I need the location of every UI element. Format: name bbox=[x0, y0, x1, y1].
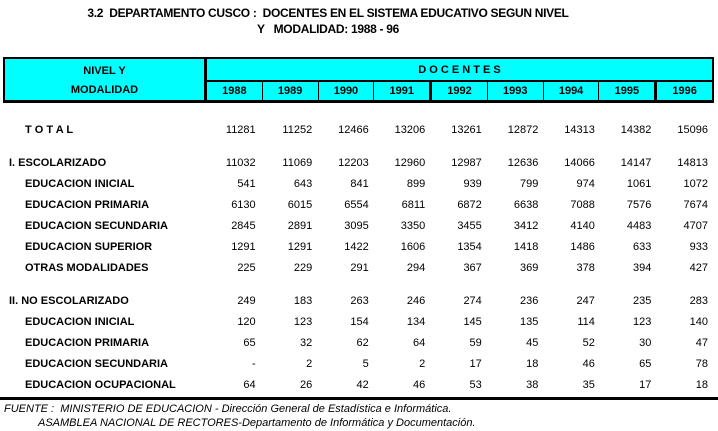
cell-value: 13261 bbox=[451, 123, 482, 136]
cell-value: 1354 bbox=[457, 240, 482, 253]
table-title-line1: 3.2 DEPARTAMENTO CUSCO : DOCENTES EN EL SISTEMA EDUCATIVO SEGUN NIVEL bbox=[87, 6, 569, 20]
cell-value: 12203 bbox=[338, 156, 369, 169]
year-header: 1989 bbox=[262, 82, 318, 100]
cell-value: 2 bbox=[419, 357, 426, 370]
cell-value: 7674 bbox=[683, 198, 708, 211]
cell-value: 643 bbox=[293, 177, 313, 190]
row-label-header-line2: MODALIDAD bbox=[70, 84, 139, 96]
cell-value: 1486 bbox=[570, 240, 595, 253]
table-row bbox=[3, 236, 714, 257]
cell-value: 633 bbox=[633, 240, 652, 253]
data-table bbox=[3, 119, 714, 395]
cell-value: 6015 bbox=[287, 198, 313, 211]
table-row bbox=[3, 353, 714, 374]
source-note bbox=[0, 397, 718, 430]
cell-value: 64 bbox=[413, 336, 426, 349]
docentes-group-header: D O C E N T E S bbox=[207, 59, 712, 82]
table-row bbox=[3, 311, 714, 332]
cell-value: 12872 bbox=[507, 123, 539, 136]
year-header: 1991 bbox=[373, 82, 429, 100]
row-label-header-cell bbox=[5, 59, 207, 100]
cell-value: 14813 bbox=[677, 156, 708, 169]
cell-value: 47 bbox=[695, 336, 708, 349]
row-label: T O T A L bbox=[25, 123, 74, 136]
row-label: EDUCACION INICIAL bbox=[25, 177, 135, 190]
cell-value: 17 bbox=[469, 357, 482, 370]
cell-value: 235 bbox=[633, 294, 652, 307]
cell-value: 183 bbox=[293, 294, 313, 307]
data-table-body bbox=[3, 119, 714, 395]
cell-value: 291 bbox=[350, 261, 369, 274]
source-note-line2: ASAMBLEA NACIONAL DE RECTORES-Departamento de Informática y Documentación. bbox=[38, 417, 476, 429]
cell-value: 123 bbox=[293, 315, 313, 328]
cell-value: 974 bbox=[576, 177, 595, 190]
cell-value: 65 bbox=[639, 357, 652, 370]
cell-value: 7576 bbox=[626, 198, 652, 211]
table-row bbox=[3, 257, 714, 278]
table-row bbox=[3, 173, 714, 194]
table-header bbox=[3, 57, 714, 103]
cell-value: 18 bbox=[526, 357, 539, 370]
cell-value: 35 bbox=[582, 378, 595, 391]
row-label: EDUCACION INICIAL bbox=[25, 315, 135, 328]
row-label: EDUCACION OCUPACIONAL bbox=[25, 378, 176, 391]
year-header: 1993 bbox=[487, 82, 543, 100]
cell-value: 2845 bbox=[231, 219, 256, 232]
cell-value: 6811 bbox=[401, 198, 426, 211]
row-label: I. ESCOLARIZADO bbox=[9, 156, 107, 169]
row-label: EDUCACION SUPERIOR bbox=[25, 240, 153, 253]
cell-value: 14066 bbox=[564, 156, 595, 169]
cell-value: 246 bbox=[406, 294, 426, 307]
cell-value: 1061 bbox=[626, 177, 652, 190]
table-row bbox=[3, 215, 714, 236]
cell-value: 135 bbox=[519, 315, 539, 328]
year-header: 1992 bbox=[429, 82, 487, 100]
cell-value: 38 bbox=[526, 378, 539, 391]
cell-value: 123 bbox=[633, 315, 652, 328]
cell-value: 939 bbox=[463, 177, 482, 190]
row-label: EDUCACION SECUNDARIA bbox=[25, 357, 169, 370]
spacer-row bbox=[3, 278, 714, 290]
cell-value: 154 bbox=[350, 315, 369, 328]
cell-value: 59 bbox=[469, 336, 482, 349]
cell-value: 236 bbox=[519, 294, 539, 307]
cell-value: 229 bbox=[293, 261, 313, 274]
docentes-column-group bbox=[207, 59, 712, 100]
row-label: EDUCACION PRIMARIA bbox=[25, 336, 150, 349]
cell-value: 378 bbox=[576, 261, 595, 274]
cell-value: 1291 bbox=[231, 240, 256, 253]
spacer-row bbox=[3, 140, 714, 152]
table-row bbox=[3, 290, 714, 311]
cell-value: 4483 bbox=[626, 219, 652, 232]
cell-value: 263 bbox=[350, 294, 369, 307]
cell-value: 42 bbox=[356, 378, 369, 391]
table-row bbox=[3, 332, 714, 353]
table-row bbox=[3, 152, 714, 173]
cell-value: 12466 bbox=[338, 123, 369, 136]
cell-value: 274 bbox=[463, 294, 482, 307]
row-label: EDUCACION SECUNDARIA bbox=[25, 219, 169, 232]
cell-value: 367 bbox=[463, 261, 482, 274]
cell-value: 247 bbox=[576, 294, 595, 307]
table-title bbox=[0, 5, 656, 37]
table-row bbox=[3, 194, 714, 215]
cell-value: 14313 bbox=[564, 123, 595, 136]
cell-value: 1291 bbox=[287, 240, 313, 253]
cell-value: 2891 bbox=[287, 219, 313, 232]
table-title-line2: Y MODALIDAD: 1988 - 96 bbox=[257, 22, 399, 36]
cell-value: 1418 bbox=[513, 240, 539, 253]
cell-value: 62 bbox=[356, 336, 369, 349]
row-label: EDUCACION PRIMARIA bbox=[25, 198, 150, 211]
year-header: 1990 bbox=[318, 82, 374, 100]
cell-value: 30 bbox=[639, 336, 652, 349]
cell-value: 53 bbox=[469, 378, 482, 391]
cell-value: 427 bbox=[689, 261, 708, 274]
cell-value: 114 bbox=[577, 315, 595, 328]
cell-value: 899 bbox=[406, 177, 426, 190]
cell-value: 11069 bbox=[282, 156, 313, 169]
year-header: 1995 bbox=[598, 82, 654, 100]
cell-value: 14382 bbox=[620, 123, 652, 136]
cell-value: 1072 bbox=[683, 177, 708, 190]
cell-value: 17 bbox=[639, 378, 652, 391]
cell-value: 3455 bbox=[457, 219, 482, 232]
source-note-line1: FUENTE : MINISTERIO DE EDUCACION - Dirección General de Estadística e Informática. bbox=[4, 403, 452, 415]
year-header: 1996 bbox=[654, 82, 712, 100]
cell-value: 14147 bbox=[620, 156, 652, 169]
cell-value: 12987 bbox=[451, 156, 482, 169]
table-row bbox=[3, 119, 714, 140]
cell-value: 841 bbox=[350, 177, 369, 190]
cell-value: 13206 bbox=[394, 123, 426, 136]
cell-value: 799 bbox=[519, 177, 539, 190]
cell-value: 7088 bbox=[570, 198, 595, 211]
cell-value: 78 bbox=[695, 357, 708, 370]
cell-value: 120 bbox=[237, 315, 256, 328]
cell-value: 12960 bbox=[394, 156, 426, 169]
years-header-row bbox=[207, 82, 712, 100]
cell-value: 11281 bbox=[225, 123, 256, 136]
cell-value: 45 bbox=[526, 336, 539, 349]
cell-value: 26 bbox=[299, 378, 313, 391]
cell-value: 46 bbox=[413, 378, 426, 391]
cell-value: 369 bbox=[519, 261, 539, 274]
row-label: II. NO ESCOLARIZADO bbox=[9, 294, 129, 307]
cell-value: 6554 bbox=[344, 198, 369, 211]
cell-value: 32 bbox=[299, 336, 313, 349]
row-label: OTRAS MODALIDADES bbox=[25, 261, 149, 274]
cell-value: 4707 bbox=[683, 219, 708, 232]
cell-value: 394 bbox=[633, 261, 652, 274]
cell-value: 52 bbox=[582, 336, 595, 349]
cell-value: 3350 bbox=[400, 219, 426, 232]
row-label-header-line1: NIVEL Y bbox=[83, 65, 126, 77]
cell-value: 140 bbox=[689, 315, 708, 328]
cell-value: 3095 bbox=[344, 219, 369, 232]
cell-value: 12636 bbox=[507, 156, 539, 169]
cell-value: 64 bbox=[243, 378, 256, 391]
cell-value: 65 bbox=[243, 336, 256, 349]
table-row bbox=[3, 374, 714, 395]
cell-value: - bbox=[252, 357, 256, 370]
cell-value: 1422 bbox=[344, 240, 369, 253]
cell-value: 283 bbox=[689, 294, 708, 307]
cell-value: 6130 bbox=[231, 198, 256, 211]
cell-value: 541 bbox=[237, 177, 256, 190]
cell-value: 18 bbox=[695, 378, 708, 391]
cell-value: 46 bbox=[582, 357, 595, 370]
cell-value: 5 bbox=[362, 357, 369, 370]
cell-value: 249 bbox=[237, 294, 256, 307]
cell-value: 4140 bbox=[570, 219, 595, 232]
cell-value: 11032 bbox=[225, 156, 256, 169]
cell-value: 11252 bbox=[282, 123, 313, 136]
cell-value: 933 bbox=[689, 240, 708, 253]
cell-value: 294 bbox=[406, 261, 426, 274]
cell-value: 1606 bbox=[400, 240, 426, 253]
year-header: 1988 bbox=[222, 85, 247, 97]
cell-value: 2 bbox=[306, 357, 313, 370]
cell-value: 134 bbox=[406, 315, 426, 328]
year-header: 1994 bbox=[543, 82, 599, 100]
cell-value: 6872 bbox=[457, 198, 482, 211]
cell-value: 6638 bbox=[513, 198, 539, 211]
cell-value: 145 bbox=[463, 315, 482, 328]
cell-value: 3412 bbox=[513, 219, 539, 232]
cell-value: 15096 bbox=[677, 123, 708, 136]
cell-value: 225 bbox=[237, 261, 256, 274]
